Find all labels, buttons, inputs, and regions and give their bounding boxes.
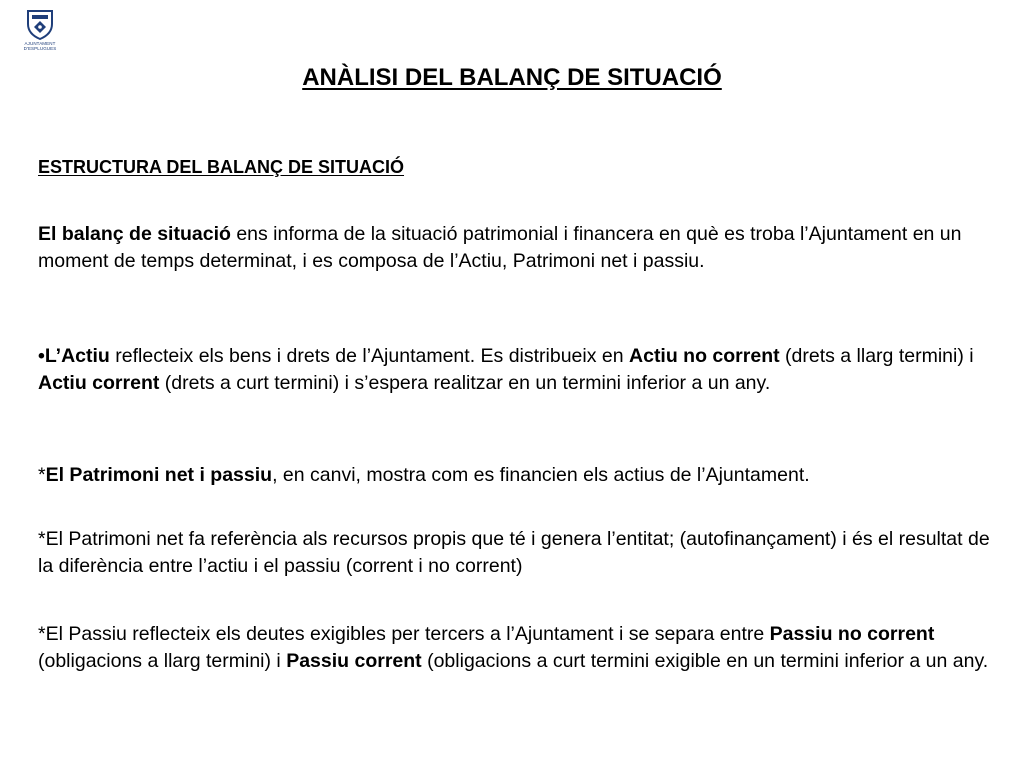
bold-term: •L’Actiu	[38, 345, 110, 367]
paragraph-text: *El Patrimoni net fa referència als recursos propis que té i genera l’entitat; (autofinançament) i és el resultat de la diferència entre l’actiu i el passiu (corrent i no corrent)	[38, 528, 990, 577]
paragraph-liabilities	[38, 621, 994, 675]
paragraph-text: (drets a curt termini) i s’espera realitzar en un termini inferior a un any.	[159, 372, 771, 394]
bold-term: Passiu corrent	[286, 650, 422, 672]
municipality-logo	[17, 8, 63, 66]
paragraph-balance-sheet	[38, 221, 994, 275]
paragraph-equity-liabilities	[38, 462, 994, 489]
bold-term: Passiu no corrent	[769, 623, 935, 645]
paragraph-assets	[38, 343, 994, 397]
paragraph-text: (drets a llarg termini) i	[779, 345, 974, 367]
page-title: ANÀLISI DEL BALANÇ DE SITUACIÓ	[302, 64, 722, 91]
bold-term: Actiu no corrent	[629, 345, 780, 367]
paragraph-text: reflecteix els bens i drets de l’Ajuntament. Es distribueix en	[109, 345, 630, 367]
section-subtitle: ESTRUCTURA DEL BALANÇ DE SITUACIÓ	[38, 157, 405, 177]
municipal-crest-icon	[24, 8, 56, 40]
bold-term: Actiu corrent	[38, 372, 160, 394]
logo-text-line1: AJUNTAMENT	[24, 41, 56, 46]
paragraph-text: (obligacions a curt termini exigible en un termini inferior a un any.	[421, 650, 989, 672]
paragraph-text: *El Passiu reflecteix els deutes exigibles per tercers a l’Ajuntament i se separa entre	[38, 623, 770, 645]
paragraph-text: (obligacions a llarg termini) i	[38, 650, 287, 672]
paragraph-text: *	[38, 464, 46, 486]
paragraph-text: , en canvi, mostra com es financien els actius de l’Ajuntament.	[272, 464, 810, 486]
logo-text	[24, 41, 57, 51]
logo-text-line2: D'ESPLUGUES	[23, 46, 57, 51]
paragraph-text: ens informa de la situació patrimonial i financera en què es troba l’Ajuntament en un moment de temps determinat, i es composa de l’Actiu, Patrimoni net i passiu.	[38, 223, 962, 272]
bold-term: El Patrimoni net i passiu	[45, 464, 273, 486]
bold-term: El balanç de situació	[38, 223, 231, 245]
paragraph-net-equity	[38, 526, 994, 580]
